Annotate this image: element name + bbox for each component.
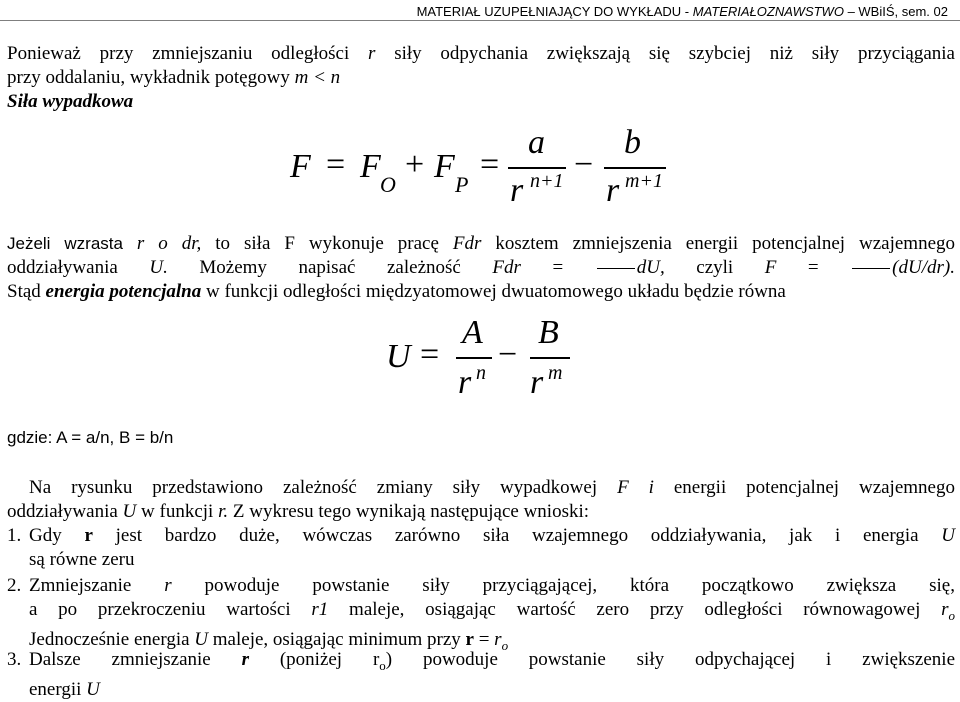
list2-e: Jednocześnie energia <box>29 628 195 650</box>
eq2-U: U <box>386 338 411 375</box>
list2-g: = <box>473 628 495 650</box>
header-suffix: – WBiIŚ, sem. 02 <box>843 4 948 19</box>
p3-s3: oddziaływania <box>7 501 123 522</box>
list2-r-b: r <box>465 628 474 650</box>
p2-s7: czyli <box>664 257 765 278</box>
list3-b: (poniżej r <box>248 649 380 670</box>
eq1-minus: − <box>574 146 594 183</box>
p2-s9: Stąd <box>7 281 46 302</box>
heading-sila-wypadkowa: Siła wypadkowa <box>7 91 134 112</box>
p3-s4: w funkcji <box>136 501 219 522</box>
p3-s1: Na rysunku przedstawiono zależność zmiany siły wypadkowej <box>29 477 618 498</box>
list2-r-o2: r <box>494 628 502 650</box>
eq1-plus: + <box>405 146 425 183</box>
eq2-equals: = <box>420 336 440 373</box>
list-item <box>7 574 955 658</box>
list-item <box>7 524 955 572</box>
eq2-minus: − <box>498 336 518 373</box>
list2-a: Zmniejszanie <box>29 575 165 596</box>
eq1-num-b: b <box>624 124 641 161</box>
p2-dash-2 <box>852 268 890 269</box>
p2-s10: w funkcji odległości międzyatomowej dwuatomowego układu będzie równa <box>201 281 786 302</box>
eq2-den-exp2: m <box>548 362 563 384</box>
p1-r: r <box>368 43 376 64</box>
page-header <box>417 4 948 19</box>
list2-r1: r1 <box>311 599 329 620</box>
list1-a: Gdy <box>29 525 85 546</box>
list3-a: Dalsze zmniejszanie <box>29 649 242 670</box>
eq1-equals-2: = <box>480 146 500 183</box>
eq1-den-exp2: m+1 <box>625 170 663 192</box>
p3-Fi: F i <box>617 477 654 498</box>
equation-energy <box>0 312 960 412</box>
list3-d: energii <box>29 678 87 700</box>
eq1-den-r1: r <box>510 172 524 209</box>
eq2-den-exp1: n <box>476 362 486 384</box>
list1-b: jest bardzo duże, wówczas zarówno siła wzajemnego oddziaływania, jak i energia <box>92 525 942 546</box>
paragraph-work <box>7 232 955 304</box>
p2-s2: to siła F wykonuje pracę <box>201 233 453 254</box>
eq2-num-A: A <box>462 314 483 351</box>
eq1-num-a: a <box>528 124 545 161</box>
header-divider <box>0 20 960 21</box>
list2-b: powoduje powstanie siły przyciągającej, która początkowo zwiększa się, <box>171 575 955 596</box>
eq1-FO: F <box>360 148 381 185</box>
list2-ro-sub: o <box>948 607 956 623</box>
p2-r-o-dr: r o dr, <box>136 233 202 254</box>
list2-f: maleje, osiągając minimum przy <box>208 628 466 650</box>
p1-m-lt-n: m < n <box>294 67 341 88</box>
list3-sub: o <box>379 657 386 673</box>
p2-Fdr: Fdr <box>452 233 482 254</box>
p3-s5: Z wykresu tego wynikają następujące wnioski: <box>228 501 590 522</box>
list1-U: U <box>941 525 955 546</box>
paragraph-intro <box>7 42 955 90</box>
p3-U: U <box>122 501 137 522</box>
eq2-den-r2: r <box>530 364 544 401</box>
list2-d: maleje, osiągając wartość zero przy odległości równowagowej <box>328 599 942 620</box>
list-num-3: 3. <box>7 649 22 670</box>
eq1-den-r2: r <box>606 172 620 209</box>
equation-force <box>0 120 960 220</box>
paragraph-figure <box>7 476 955 524</box>
p2-energia: energia potencjalna <box>45 281 202 302</box>
p2-s4: oddziaływania <box>7 257 150 278</box>
list2-U: U <box>194 628 209 650</box>
p2-s3: kosztem zmniejszenia energii potencjalnej wzajemnego <box>481 233 956 254</box>
eq2-den-r1: r <box>458 364 472 401</box>
list-num-1: 1. <box>7 525 22 546</box>
eq1-den-exp1: n+1 <box>530 170 564 192</box>
eq2-fraction-line-1 <box>456 357 492 359</box>
list-num-2: 2. <box>7 575 22 596</box>
eq1-FP: F <box>434 148 455 185</box>
list3-U: U <box>86 678 100 700</box>
p3-s2: energii potencjalnej wzajemnego <box>653 477 955 498</box>
p1-text-c: przy oddalaniu, wykładnik potęgowy <box>7 67 295 88</box>
list2-c: a po przekroczeniu wartości <box>29 599 312 620</box>
list3-c: ) powoduje powstanie siły odpychającej i zwiększenie <box>385 649 956 670</box>
eq2-fraction-line-2 <box>530 357 570 359</box>
p1-text-b: siły odpychania zwiększają się szybciej niż siły przyciągania <box>375 43 955 64</box>
eq1-fraction-line-1 <box>508 167 566 169</box>
p2-dash-1 <box>597 268 635 269</box>
list1-r: r <box>84 525 93 546</box>
p2-F: F <box>764 257 777 278</box>
list2-r-o2-sub: o <box>501 637 509 653</box>
p2-dUdr: (dU/dr). <box>892 257 955 278</box>
p1-text-a: Ponieważ przy zmniejszaniu odległości <box>7 43 369 64</box>
eq1-F: F <box>290 148 311 185</box>
p3-r: r. <box>218 501 229 522</box>
eq1-FO-sub: O <box>380 172 396 197</box>
p2-Fdr2: Fdr <box>492 257 521 278</box>
list-item <box>7 648 955 702</box>
eq2-num-B: B <box>538 314 559 351</box>
list3-r: r <box>241 649 249 670</box>
p2-U: U. <box>149 257 168 278</box>
eq1-equals: = <box>326 146 346 183</box>
p2-s6: = <box>520 257 595 278</box>
header-subject: MATERIAŁOZNAWSTWO <box>692 4 844 19</box>
p2-s5: Możemy napisać zależność <box>167 257 493 278</box>
eq1-fraction-line-2 <box>604 167 666 169</box>
eq1-FP-sub: P <box>455 172 469 197</box>
p2-s1: Jeżeli wzrasta <box>7 234 137 253</box>
p2-dU: dU, <box>636 257 665 278</box>
definition-gdzie: gdzie: A = a/n, B = b/n <box>7 428 174 447</box>
list2-r: r <box>164 575 172 596</box>
list1-c: są równe zeru <box>29 549 135 570</box>
p2-s8: = <box>776 257 851 278</box>
header-prefix: MATERIAŁ UZUPEŁNIAJĄCY DO WYKŁADU - <box>416 4 693 19</box>
list2-ro: r <box>941 599 949 620</box>
